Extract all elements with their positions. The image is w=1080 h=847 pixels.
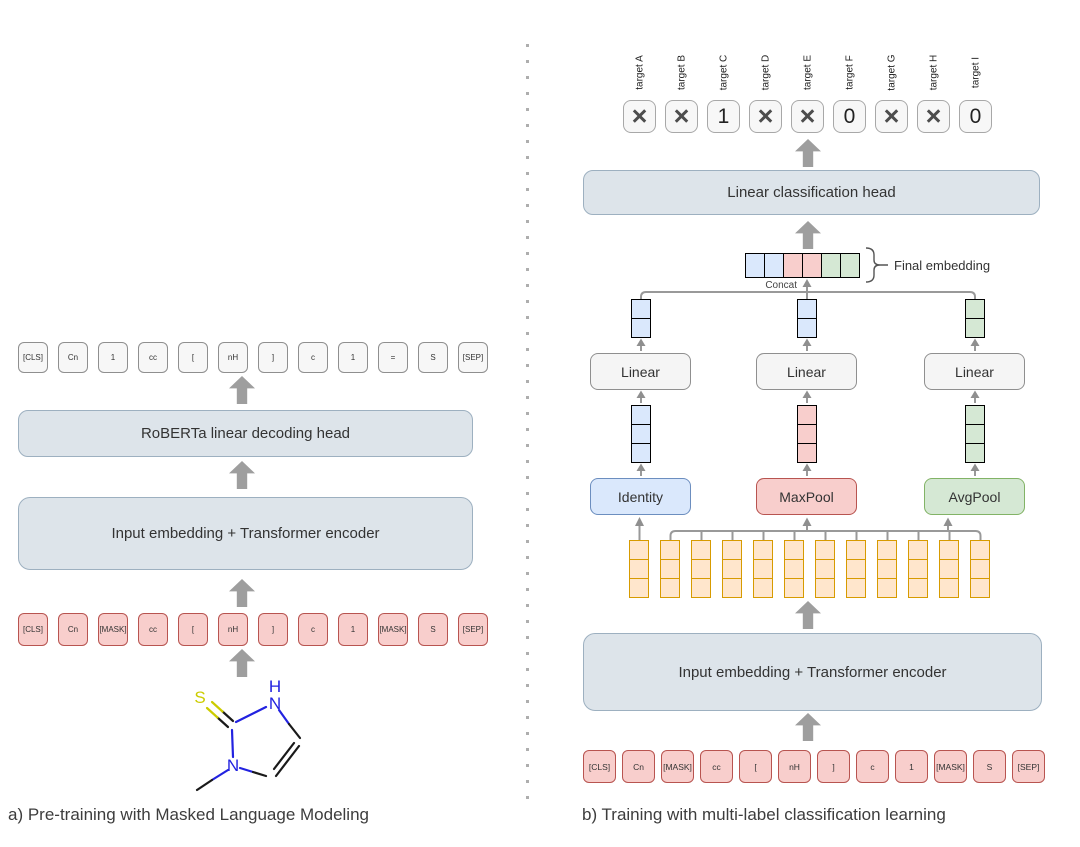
target-label [749, 38, 782, 94]
token: Cn [622, 750, 655, 783]
embedding-column [908, 540, 928, 598]
embedding-column [970, 540, 990, 598]
token: S [418, 342, 448, 373]
vector-cell [965, 299, 985, 319]
token: c [298, 342, 328, 373]
panel-b-input-token-row [583, 750, 1045, 783]
embedding-cell [660, 540, 680, 560]
vector-cell [797, 405, 817, 425]
decoder-box [18, 410, 473, 457]
unlabeled-x-mark: × [925, 101, 942, 131]
concat-label: Concat [765, 280, 797, 291]
target-label [875, 38, 908, 94]
branch-mid-stack [965, 405, 985, 463]
embedding-cell [877, 540, 897, 560]
target-label-row [623, 38, 992, 94]
linear-box: Linear [924, 353, 1025, 390]
target-value-box [707, 100, 740, 133]
embedding-column [722, 540, 742, 598]
embedding-cell [815, 578, 835, 598]
embedding-cell [753, 559, 773, 579]
token: nH [778, 750, 811, 783]
unlabeled-x-mark: × [757, 101, 774, 131]
target-value-box [959, 100, 992, 133]
token: nH [218, 613, 248, 646]
vector-cell [631, 318, 651, 338]
target-value-box [623, 100, 656, 133]
embedding-column [753, 540, 773, 598]
token: [SEP] [458, 342, 488, 373]
target-label [707, 38, 740, 94]
target-label-text: target E [802, 54, 813, 91]
embedding-column [815, 540, 835, 598]
target-value-box [917, 100, 950, 133]
vector-cell [631, 299, 651, 319]
token: 1 [338, 613, 368, 646]
target-value-box [875, 100, 908, 133]
classification-head-label: Linear classification head [727, 184, 896, 201]
up-arrow [229, 376, 255, 404]
target-label-text: target A [634, 55, 645, 90]
embedding-cell [691, 540, 711, 560]
token: [ [178, 613, 208, 646]
token: [MASK] [934, 750, 967, 783]
token: cc [138, 342, 168, 373]
embedding-cell [846, 540, 866, 560]
target-label-text: target F [844, 55, 855, 90]
target-label-text: target G [886, 54, 897, 91]
embedding-cell [970, 578, 990, 598]
embedding-column [877, 540, 897, 598]
token: 1 [338, 342, 368, 373]
vector-cell [797, 318, 817, 338]
embedding-cell [939, 540, 959, 560]
embedding-cell [821, 253, 841, 278]
token: S [418, 613, 448, 646]
vector-cell [797, 443, 817, 463]
target-value-text: 0 [969, 105, 982, 128]
vector-cell [631, 443, 651, 463]
target-label [833, 38, 866, 94]
embedding-cell [840, 253, 860, 278]
token: Cn [58, 342, 88, 373]
pool-box-identity: Identity [590, 478, 691, 515]
branch-output-stack [631, 299, 651, 338]
embedding-cell [784, 578, 804, 598]
token: [ [739, 750, 772, 783]
token: [CLS] [18, 342, 48, 373]
embedding-cell [629, 559, 649, 579]
target-value-box [665, 100, 698, 133]
token: nH [218, 342, 248, 373]
token: ] [258, 342, 288, 373]
token: [MASK] [98, 613, 128, 646]
encoder-box-a-label: Input embedding + Transformer encoder [111, 525, 380, 542]
target-value-text: 1 [717, 105, 730, 128]
embedding-cell [629, 540, 649, 560]
embedding-cell [722, 540, 742, 560]
token: = [378, 342, 408, 373]
encoder-box-a [18, 497, 473, 570]
panel-divider-dotted-line [526, 44, 529, 802]
token: 1 [98, 342, 128, 373]
token: cc [138, 613, 168, 646]
embedding-cell [908, 540, 928, 560]
embedding-cell [691, 578, 711, 598]
embedding-cell [722, 559, 742, 579]
atom-label-n1: N [268, 694, 282, 713]
vector-cell [797, 424, 817, 444]
embedding-cell [753, 540, 773, 560]
token: [SEP] [458, 613, 488, 646]
up-arrow [795, 601, 821, 629]
unlabeled-x-mark: × [883, 101, 900, 131]
branch-mid-stack [797, 405, 817, 463]
unlabeled-x-mark: × [673, 101, 690, 131]
embedding-cell [846, 578, 866, 598]
target-label [917, 38, 950, 94]
up-arrow [229, 461, 255, 489]
vector-cell [965, 318, 985, 338]
up-arrow [795, 139, 821, 167]
token: [CLS] [18, 613, 48, 646]
token: [MASK] [378, 613, 408, 646]
encoder-box-b-label: Input embedding + Transformer encoder [678, 663, 947, 681]
linear-box: Linear [756, 353, 857, 390]
target-label [623, 38, 656, 94]
atom-label-s: S [194, 688, 206, 707]
vector-cell [965, 443, 985, 463]
target-label-text: target I [970, 56, 981, 89]
up-arrow [795, 221, 821, 249]
atom-label-h: H [268, 677, 282, 696]
token: ] [817, 750, 850, 783]
target-label-text: target D [760, 54, 771, 91]
target-label [791, 38, 824, 94]
branch-mid-stack [631, 405, 651, 463]
target-value-box [791, 100, 824, 133]
token: [SEP] [1012, 750, 1045, 783]
embedding-column [846, 540, 866, 598]
vector-cell [965, 424, 985, 444]
atom-label-n2: N [226, 756, 240, 775]
encoder-box-b [583, 633, 1042, 711]
embedding-cell [784, 559, 804, 579]
embedding-cell [815, 540, 835, 560]
embedding-cell [764, 253, 784, 278]
final-embedding-brace [863, 247, 891, 283]
panel-a-input-token-row [18, 613, 488, 646]
token-embedding-grid [629, 540, 990, 598]
molecule-structure [170, 666, 330, 806]
final-embedding-label: Final embedding [894, 258, 991, 273]
embedding-cell [691, 559, 711, 579]
embedding-cell [802, 253, 822, 278]
embedding-cell [877, 578, 897, 598]
embedding-cell [908, 578, 928, 598]
target-label-text: target H [928, 54, 939, 91]
linear-box: Linear [590, 353, 691, 390]
target-value-text: 0 [843, 105, 856, 128]
target-value-row [623, 100, 992, 133]
caption-b: b) Training with multi-label classification learning [582, 805, 946, 824]
token: Cn [58, 613, 88, 646]
target-label [959, 38, 992, 94]
embedding-column [629, 540, 649, 598]
embedding-cell [877, 559, 897, 579]
target-value-box [833, 100, 866, 133]
embedding-column [660, 540, 680, 598]
embedding-cell [660, 559, 680, 579]
embedding-cell [745, 253, 765, 278]
branch-output-stack [965, 299, 985, 338]
embedding-column [691, 540, 711, 598]
embedding-cell [970, 559, 990, 579]
branch-output-stack [797, 299, 817, 338]
vector-cell [631, 424, 651, 444]
embedding-cell [629, 578, 649, 598]
embedding-cell [815, 559, 835, 579]
target-value-box [749, 100, 782, 133]
vector-cell [631, 405, 651, 425]
token: S [973, 750, 1006, 783]
embedding-cell [722, 578, 742, 598]
unlabeled-x-mark: × [799, 101, 816, 131]
token: [MASK] [661, 750, 694, 783]
token: cc [700, 750, 733, 783]
embedding-cell [660, 578, 680, 598]
embedding-cell [939, 578, 959, 598]
pool-box-maxpool: MaxPool [756, 478, 857, 515]
embedding-cell [970, 540, 990, 560]
embedding-column [939, 540, 959, 598]
token: [ [178, 342, 208, 373]
token: ] [258, 613, 288, 646]
target-label [665, 38, 698, 94]
embedding-cell [846, 559, 866, 579]
embedding-cell [753, 578, 773, 598]
token: 1 [895, 750, 928, 783]
classification-head-box [583, 170, 1040, 215]
vector-cell [797, 299, 817, 319]
caption-a: a) Pre-training with Masked Language Modeling [8, 805, 369, 824]
embedding-cell [939, 559, 959, 579]
panel-a-output-token-row [18, 342, 488, 373]
decoder-box-label: RoBERTa linear decoding head [140, 425, 351, 442]
up-arrow [229, 579, 255, 607]
embedding-column [784, 540, 804, 598]
unlabeled-x-mark: × [631, 101, 648, 131]
token: c [298, 613, 328, 646]
up-arrow [795, 713, 821, 741]
embedding-cell [784, 540, 804, 560]
target-label-text: target C [718, 54, 729, 91]
token: c [856, 750, 889, 783]
vector-cell [965, 405, 985, 425]
embedding-cell [908, 559, 928, 579]
target-label-text: target B [676, 54, 687, 91]
pool-box-avgpool: AvgPool [924, 478, 1025, 515]
final-embedding-bar [745, 253, 860, 278]
embedding-cell [783, 253, 803, 278]
token: [CLS] [583, 750, 616, 783]
up-arrow [229, 649, 255, 677]
